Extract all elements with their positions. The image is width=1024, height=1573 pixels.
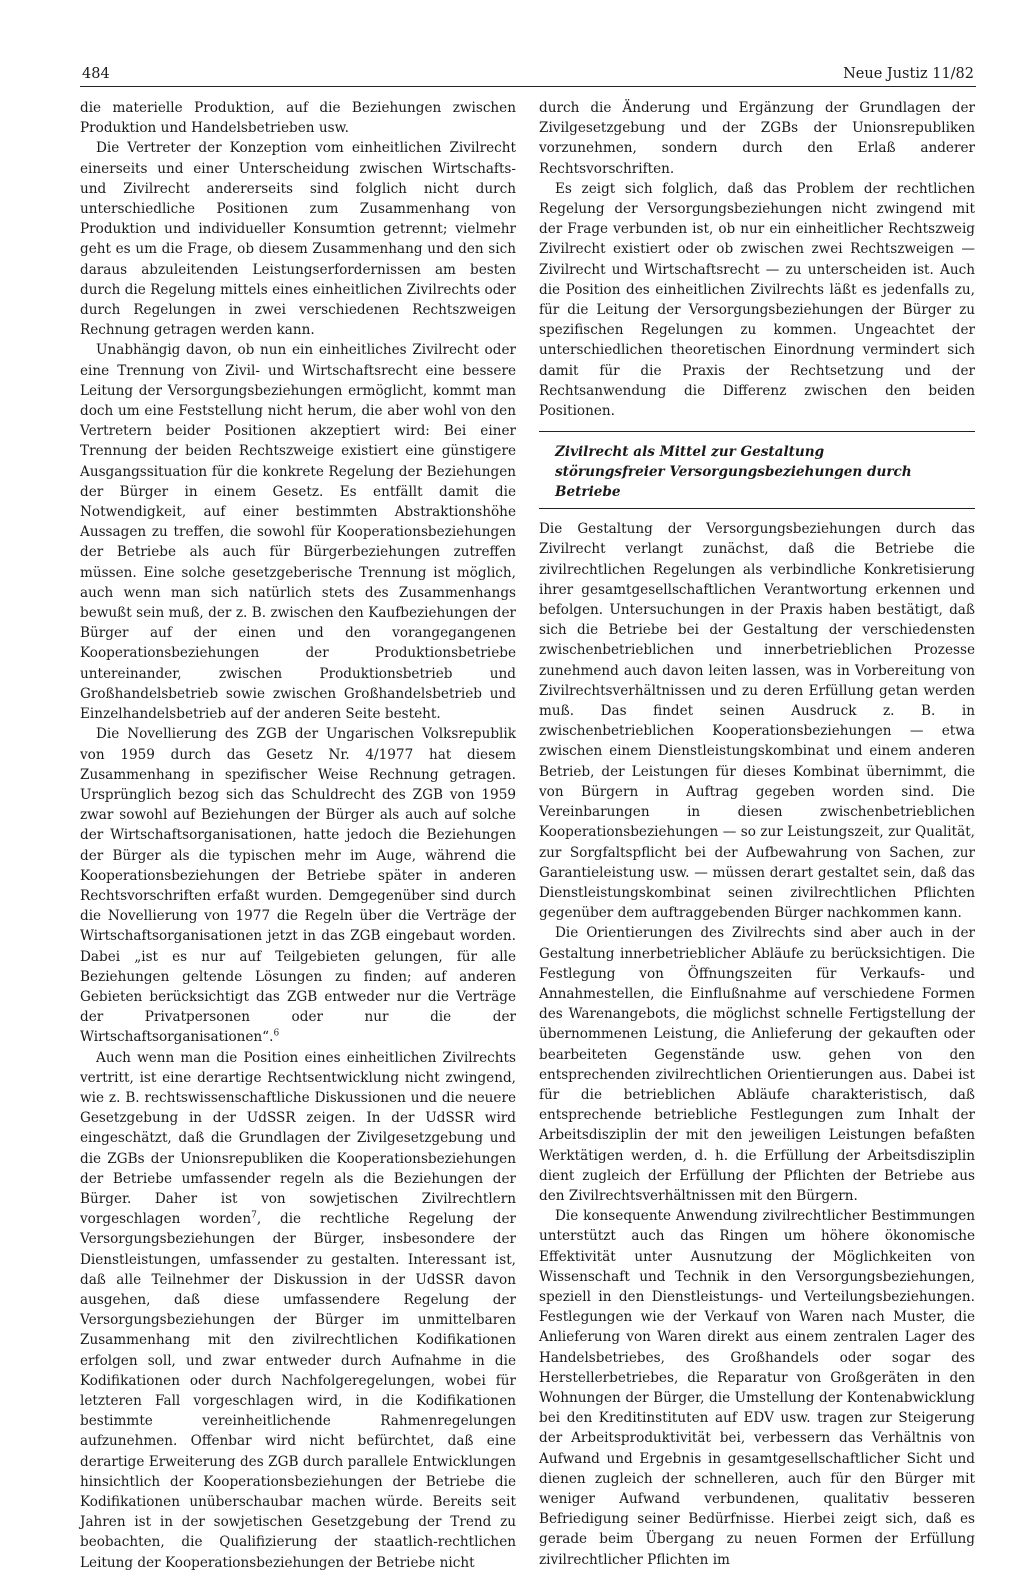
section-divider <box>539 508 975 509</box>
paragraph: Es zeigt sich folglich, daß das Problem der rechtlichen Regelung der Versorgungsbeziehungen nicht zwingend mit der Frage verbunden ist, ob nur ein einheitlicher Rechtszweig Zivilrecht existiert oder ob zwischen zwei Rechtszweigen — Zivilrecht und Wirtschaftsrecht — zu unterscheiden ist. Auch die Position des einheitlichen Zivilrechts läßt es jedenfalls zu, für die Leitung der Versorgungsbeziehungen der Bürger zu spezifischen Regelungen zu kommen. Ungeachtet der unterschiedlichen theoretischen Einordnung vermindert sich damit für die Praxis der Rechtsetzung und der Rechtsanwendung die Differenz zwischen den beiden Positionen. <box>539 180 975 420</box>
paragraph: Die Orientierungen des Zivilrechts sind aber auch in der Gestaltung innerbetrieblicher Abläufe zu berücksichtigen. Die Festlegung von Öffnungszeiten für Verkaufs- und Annahmestellen, die Einflußnahme auf verschiedene Formen des Warenangebots, die möglichst schnelle Fertigstellung der übernommenen Leistung, die Anlieferung der gekauften oder bearbeiteten Gegenstände usw. gehen von den entsprechenden zivilrechtlichen Orientierungen aus. Dabei ist für die betrieblichen Abläufe charakteristisch, daß entsprechende betriebliche Festlegungen zum Inhalt der Arbeitsdisziplin der mit den jeweiligen Leistungen befaßten Werktätigen werden, d. h. die Erfüllung der Arbeitsdisziplin dient zugleich der Erfüllung der Pflichten der Betriebe aus den Zivilrechtsverhältnissen mit den Bürgern. <box>539 925 975 1204</box>
footnote-marker: 7 <box>251 1210 257 1221</box>
section-heading <box>555 442 975 504</box>
paragraph-text: , die rechtliche Regelung der Versorgungsbeziehungen der Bürger, insbesondere der Dienstleistungen, umfassender zu gestalten. Interessant ist, daß alle Teilnehmer der Diskussion in der UdSSR davon ausgehen, daß diese umfassendere Regelung der Versorgungsbeziehungen der Bürger im unmittelbaren Zusammenhang mit den zivilrechtlichen Kodifikationen erfolgen soll, und zwar entweder durch Aufnahme in die Kodifikationen oder durch Nachfolgeregelungen, wobei für letzteren Fall vorgeschlagen wird, in die Kodifikationen bestimmte vereinheitlichende Rahmenregelungen aufzunehmen. Offenbar wird nicht befürchtet, daß eine derartige Erweiterung des ZGB durch parallele Entwicklungen hinsichtlich der Kooperationsbeziehungen der Betriebe die Kodifikationen unüberschaubar machen würde. Bereits seit Jahren ist in der sowjetischen Gesetzgebung der Trend zu beobachten, die Qualifizierung der staatlich-rechtlichen Leitung der Kooperationsbeziehungen der Betriebe nicht <box>80 1211 516 1571</box>
paragraph-text: Die Novellierung des ZGB der Ungarischen Volksrepublik von 1959 durch das Gesetz Nr. 4/1977 hat diesem Zusammenhang in spezifischer Weise Rechnung getragen. Ursprünglich bezog sich das Schuldrecht des ZGB von 1959 zwar sowohl auf Beziehungen der Bürger als auch auf solche der Wirtschaftsorganisationen, hatte jedoch die Beziehungen der Bürger als die typischen mehr im Auge, während die Kooperationsbeziehungen der Betriebe später in anderen Rechtsvorschriften erfaßt wurden. Demgegenüber sind durch die Novellierung von 1977 die Regeln über die Verträge der Wirtschaftsorganisationen jetzt in das ZGB eingebaut worden. Dabei „ist es nur auf Teilgebieten gelungen, für alle Beziehungen geltende Lösungen zu finden; auf anderen Gebieten berücksichtigt das ZGB entweder nur die Verträge der Privatpersonen oder nur die der Wirtschaftsorganisationen“. <box>80 726 516 1046</box>
paragraph: Die Vertreter der Konzeption vom einheitlichen Zivilrecht einerseits und einer Unterscheidung zwischen Wirtschafts- und Zivilrecht andererseits sind folglich nicht durch unterschiedliche Positionen zum Zusammenhang von Produktion und individueller Konsumtion getrennt; vielmehr geht es um die Frage, ob diesem Zusammenhang und den sich daraus abzuleitenden Leistungserfordernissen am besten durch die Regelung mittels eines einheitlichen Zivilrechts oder durch Regelungen in zwei verschiedenen Rechtszweigen Rechnung getragen werden kann. <box>80 140 516 339</box>
paragraph: Die konsequente Anwendung zivilrechtlicher Bestimmungen unterstützt auch das Ringen um höhere ökonomische Effektivität unter Ausnutzung der Möglichkeiten von Wissenschaft und Technik in den Versorgungsbeziehungen, speziell in den Dienstleistungs- und Verteilungsbeziehungen. Festlegungen wie der Verkauf von Waren nach Muster, die Anlieferung von Waren direkt aus einem zentralen Lager des Handelsbetriebes, des Großhandels oder sogar des Herstellerbetriebes, die Reparatur von Großgeräten in den Wohnungen der Bürger, die Umstellung der Kontenabwicklung bei den Kreditinstituten auf EDV usw. tragen zur Steigerung der Arbeitsproduktivität bei, verbessern das Verhältnis von Aufwand und Ergebnis in gesamtgesellschaftlicher Sicht und dienen zugleich der schnelleren, auch für den Bürger mit weniger Aufwand verbundenen, qualitativ besseren Befriedigung seiner Bedürfnisse. Hierbei zeigt sich, daß es gerade beim Übergang zu neuen Formen der Erfüllung zivilrechtlicher Pflichten im <box>539 1208 975 1568</box>
paragraph <box>80 724 516 1047</box>
right-column <box>539 98 975 1568</box>
left-column <box>80 98 516 1571</box>
section-heading-line: störungsfreier Versorgungsbeziehungen durch Betriebe <box>555 464 912 501</box>
paragraph: die materielle Produktion, auf die Beziehungen zwischen Produktion und Handelsbetrieben usw. <box>80 100 516 137</box>
paragraph-text: Auch wenn man die Position eines einheitlichen Zivilrechts vertritt, ist eine derartige Rechtsentwicklung nicht zwingend, wie z. B. rechtswissenschaftliche Diskussionen und die neuere Gesetzgebung in der UdSSR zeigen. In der UdSSR wird eingeschätzt, daß die Grundlagen der Zivilgesetzgebung und die ZGBs der Unionsrepubliken die Kooperationsbeziehungen der Betriebe umfassender regeln als die Beziehungen der Bürger. Daher ist von sowjetischen Zivilrechtlern vorgeschlagen worden <box>80 1049 516 1228</box>
paragraph <box>80 1048 516 1573</box>
section-divider <box>539 431 975 432</box>
page-header <box>80 62 976 87</box>
footnote-marker: 6 <box>273 1028 280 1039</box>
page-number: 484 <box>82 66 110 82</box>
section-heading-line: Zivilrecht als Mittel zur Gestaltung <box>555 444 825 461</box>
paragraph: Die Gestaltung der Versorgungsbeziehungen durch das Zivilrecht verlangt zunächst, daß die Betriebe die zivilrechtlichen Regelungen als verbindliche Konkretisierung ihrer gesamtgesellschaftlichen Verantwortung erkennen und befolgen. Untersuchungen in der Praxis haben bestätigt, daß sich die Betriebe bei der Gestaltung der verschiedensten zwischenbetrieblichen und innerbetrieblichen Prozesse zunehmend auch davon leiten lassen, was in Vorbereitung von Zivilrechtsverhältnissen und zu deren Erfüllung getan werden muß. Das findet seinen Ausdruck z. B. in zwischenbetrieblichen Kooperationsbeziehungen — etwa zwischen einem Dienstleistungskombinat und einem anderen Betrieb, der Leistungen für dieses Kombinat übernimmt, die von Bürgern in Auftrag gegeben worden sind. Die Vereinbarungen in diesen zwischenbetrieblichen Kooperationsbeziehungen — so zur Leistungszeit, zur Qualität, zur Sorgfaltspflicht bei der Aufbewahrung von Sachen, zur Garantieleistung usw. — müssen derart gestaltet sein, daß das Dienstleistungskombinat seinen zivilrechtlichen Pflichten gegenüber dem auftraggebenden Bürger nachkommen kann. <box>539 521 975 922</box>
journal-title: Neue Justiz 11/82 <box>843 66 974 82</box>
paragraph: durch die Änderung und Ergänzung der Grundlagen der Zivilgesetzgebung und der ZGBs der Unionsrepubliken vorzunehmen, sondern durch den Erlaß anderer Rechtsvorschriften. <box>539 100 975 177</box>
paragraph: Unabhängig davon, ob nun ein einheitliches Zivilrecht oder eine Trennung von Zivil- und Wirtschaftsrecht eine bessere Leitung der Versorgungsbeziehungen ermöglicht, kommt man doch um eine Feststellung nicht herum, die aber wohl von den Vertretern beider Positionen akzeptiert wird: Bei einer Trennung der beiden Rechtszweige existiert eine günstigere Ausgangssituation für die konkrete Regelung der Beziehungen der Bürger in einem Gesetz. Es entfällt damit die Notwendigkeit, auf einer bestimmten Abstraktionshöhe Aussagen zu treffen, die sowohl für Kooperationsbeziehungen der Betriebe als auch für Bürgerbeziehungen zutreffen müssen. Eine solche gesetzgeberische Trennung ist möglich, auch wenn man sich natürlich stets des Zusammenhangs bewußt sein muß, der z. B. zwischen den Kaufbeziehungen der Bürger auf der einen und den vorangegangenen Kooperationsbeziehungen der Produktionsbetriebe untereinander, zwischen Produktionsbetrieb und Großhandelsbetrieb sowie zwischen Großhandelsbetrieb und Einzelhandelsbetrieb auf der anderen Seite besteht. <box>80 342 516 723</box>
